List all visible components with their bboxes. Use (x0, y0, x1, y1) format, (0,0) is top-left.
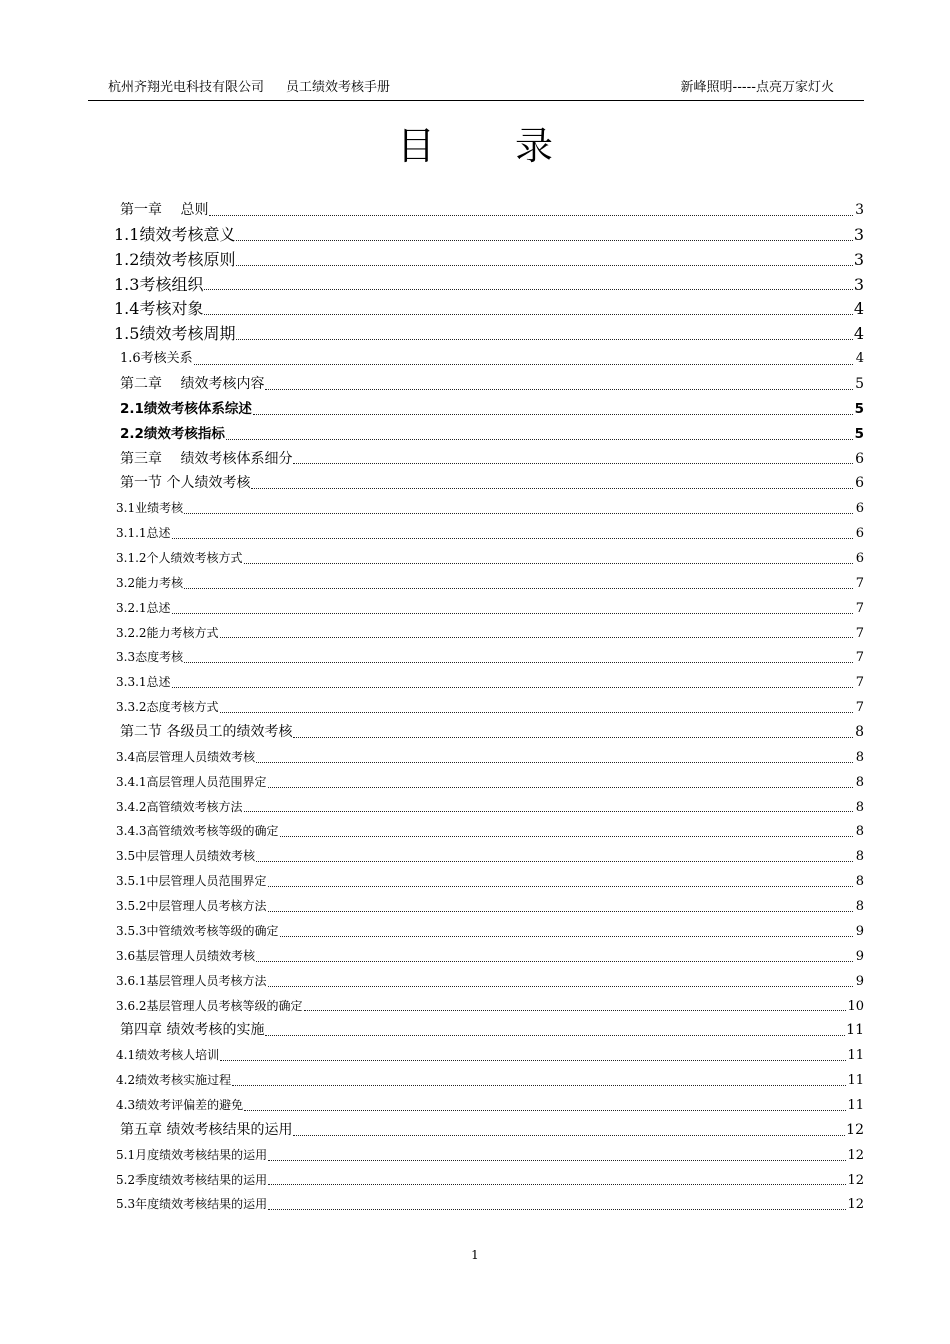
toc-leader-dots (265, 389, 853, 390)
toc-entry-label: 4.1绩效考核人培训 (116, 1048, 220, 1063)
toc-entry-label: 2.1绩效考核体系综述 (120, 400, 252, 417)
toc-leader-dots (194, 364, 853, 365)
toc-entry-page: 6 (855, 450, 864, 467)
toc-leader-dots (204, 289, 852, 290)
toc-entry-label: 3.4.1高层管理人员范围界定 (116, 774, 267, 789)
toc-leader-dots (256, 861, 853, 862)
toc-entry[interactable] (114, 496, 864, 521)
toc-entry-page: 3 (853, 249, 864, 269)
toc-entry-page: 6 (855, 526, 864, 542)
header-left (108, 76, 390, 95)
toc-entry-page: 4 (853, 324, 864, 344)
toc-entry-page: 8 (855, 749, 864, 765)
header-company: 杭州齐翔光电科技有限公司 (108, 80, 265, 95)
toc-entry-page: 5 (855, 376, 864, 393)
toc-entry-label: 1.6考核关系 (120, 351, 193, 367)
toc-entry[interactable] (114, 670, 864, 695)
toc-leader-dots (244, 1110, 846, 1111)
toc-entry-page: 8 (855, 724, 864, 741)
toc-entry-label: 1.5绩效考核周期 (114, 324, 236, 344)
toc-leader-dots (268, 986, 853, 987)
toc-leader-dots (265, 1035, 845, 1036)
toc-leader-dots (204, 314, 852, 315)
toc-entry[interactable] (114, 273, 864, 298)
toc-entry[interactable] (114, 695, 864, 720)
toc-entry-page: 7 (855, 700, 864, 716)
toc-entry[interactable] (114, 571, 864, 596)
toc-leader-dots (280, 836, 853, 837)
toc-entry[interactable] (114, 471, 864, 496)
toc-entry-label: 3.2.2能力考核方式 (116, 625, 219, 640)
toc-leader-dots (184, 662, 853, 663)
toc-entry[interactable] (114, 969, 864, 994)
toc-leader-dots (256, 961, 853, 962)
toc-entry[interactable] (114, 894, 864, 919)
toc-entry-label: 3.1.2个人绩效考核方式 (116, 551, 243, 566)
toc-entry-page: 11 (847, 1048, 864, 1064)
toc-entry-page: 8 (855, 874, 864, 890)
toc-entry-label: 3.1业绩考核 (116, 501, 184, 516)
toc-entry-label: 1.4考核对象 (114, 299, 204, 319)
toc-entry-page: 11 (847, 1097, 864, 1113)
toc-entry-page: 3 (853, 274, 864, 294)
toc-entry-page: 8 (855, 799, 864, 815)
page-header (88, 72, 864, 101)
toc-entry[interactable] (114, 223, 864, 248)
toc-entry[interactable] (114, 198, 864, 223)
toc-entry-page: 11 (846, 1022, 864, 1039)
toc-leader-dots (268, 886, 853, 887)
toc-entry-label: 3.3态度考核 (116, 650, 184, 665)
toc-entry[interactable] (114, 1068, 864, 1093)
toc-entry[interactable] (114, 546, 864, 571)
toc-entry-page: 7 (855, 675, 864, 691)
toc-leader-dots (293, 737, 853, 738)
toc-entry[interactable] (114, 1043, 864, 1068)
toc-entry[interactable] (114, 621, 864, 646)
toc-entry-label: 4.3绩效考评偏差的避免 (116, 1097, 244, 1112)
toc-entry-label: 5.2季度绩效考核结果的运用 (116, 1172, 268, 1187)
toc-entry-label: 3.4.2高管绩效考核方法 (116, 799, 243, 814)
toc-entry-label: 3.4高层管理人员绩效考核 (116, 749, 256, 764)
toc-entry-label: 3.5.2中层管理人员考核方法 (116, 899, 267, 914)
toc-leader-dots (220, 712, 853, 713)
toc-entry-label: 3.2.1总述 (116, 600, 171, 615)
toc-entry-page: 9 (855, 923, 864, 939)
toc-entry[interactable] (114, 521, 864, 546)
toc-entry-label: 第五章 绩效考核结果的运用 (120, 1121, 293, 1138)
toc-leader-dots (172, 613, 853, 614)
toc-entry[interactable] (114, 745, 864, 770)
toc-entry-page: 7 (855, 575, 864, 591)
toc-entry[interactable] (114, 994, 864, 1019)
toc-entry-page: 9 (855, 973, 864, 989)
toc-entry[interactable] (114, 596, 864, 621)
toc-leader-dots (209, 215, 853, 216)
toc-entry-page: 3 (855, 202, 864, 218)
toc-leader-dots (268, 787, 853, 788)
toc-leader-dots (268, 1209, 846, 1210)
toc-entry-label: 1.3考核组织 (114, 274, 204, 294)
toc-entry[interactable] (114, 297, 864, 322)
toc-entry-label: 第一节 个人绩效考核 (120, 475, 251, 492)
page-title: 目录 (396, 124, 633, 168)
toc-entry[interactable] (114, 1093, 864, 1118)
toc-entry-label: 3.3.2态度考核方式 (116, 700, 219, 715)
toc-entry-page: 12 (847, 1172, 864, 1188)
toc-entry-label: 第三章 绩效考核体系细分 (120, 450, 293, 467)
toc-entry-page: 11 (847, 1073, 864, 1089)
header-slogan: 新峰照明-----点亮万家灯火 (680, 80, 834, 95)
toc-entry-page: 6 (855, 501, 864, 517)
toc-entry-page: 6 (855, 475, 864, 492)
toc-leader-dots (244, 811, 853, 812)
toc-leader-dots (256, 762, 853, 763)
toc-leader-dots (251, 488, 853, 489)
toc-entry[interactable] (114, 1118, 864, 1143)
toc-entry-label: 第二章 绩效考核内容 (120, 376, 265, 393)
toc-entry-label: 5.3年度绩效考核结果的运用 (116, 1197, 268, 1212)
toc-entry-label: 3.5.1中层管理人员范围界定 (116, 874, 267, 889)
toc-entry[interactable] (114, 844, 864, 869)
toc-entry[interactable] (114, 1168, 864, 1193)
toc-entry-label: 3.5.3中管绩效考核等级的确定 (116, 923, 279, 938)
toc-entry[interactable] (114, 795, 864, 820)
toc-entry-page: 4 (855, 351, 864, 367)
toc-entry-label: 第二节 各级员工的绩效考核 (120, 724, 293, 741)
toc-leader-dots (253, 414, 853, 415)
toc-leader-dots (220, 637, 853, 638)
toc-entry[interactable] (114, 720, 864, 745)
toc-entry[interactable] (114, 397, 864, 422)
toc-entry-page: 9 (855, 948, 864, 964)
toc-entry[interactable] (114, 248, 864, 273)
toc-leader-dots (304, 1010, 847, 1011)
toc-leader-dots (244, 563, 853, 564)
toc-entry-label: 3.2能力考核 (116, 575, 184, 590)
toc-leader-dots (226, 439, 853, 440)
toc-leader-dots (232, 1085, 846, 1086)
toc-entry-page: 8 (855, 899, 864, 915)
toc-leader-dots (184, 588, 853, 589)
toc-entry[interactable] (114, 1143, 864, 1168)
toc-entry-page: 3 (853, 224, 864, 244)
toc-entry[interactable] (114, 372, 864, 397)
page-number: 1 (471, 1248, 479, 1262)
toc-entry-label: 1.2绩效考核原则 (114, 249, 236, 269)
toc-entry-page: 12 (847, 1197, 864, 1213)
toc-entry-page: 8 (855, 849, 864, 865)
toc-entry-page: 7 (855, 600, 864, 616)
toc-entry-page: 8 (855, 824, 864, 840)
toc-entry[interactable] (114, 770, 864, 795)
toc-leader-dots (172, 687, 853, 688)
toc-entry-label: 第一章 总则 (120, 202, 209, 218)
toc-entry-page: 12 (846, 1121, 864, 1138)
toc-entry[interactable] (114, 919, 864, 944)
toc-entry-label: 3.6.1基层管理人员考核方法 (116, 973, 267, 988)
toc-entry[interactable] (114, 819, 864, 844)
toc-entry-page: 6 (855, 551, 864, 567)
toc-entry-label: 3.6.2基层管理人员考核等级的确定 (116, 998, 303, 1013)
toc-leader-dots (236, 240, 852, 241)
toc-entry[interactable] (114, 645, 864, 670)
toc-entry-page: 4 (853, 299, 864, 319)
toc-leader-dots (236, 339, 852, 340)
toc-entry-page: 7 (855, 625, 864, 641)
toc-entry-label: 3.4.3高管绩效考核等级的确定 (116, 824, 279, 839)
toc-leader-dots (268, 1184, 846, 1185)
toc-leader-dots (172, 538, 853, 539)
toc-leader-dots (293, 463, 853, 464)
toc-entry[interactable] (114, 322, 864, 347)
header-doc-title: 员工绩效考核手册 (286, 80, 391, 95)
toc-leader-dots (184, 513, 853, 514)
toc-entry-label: 3.5中层管理人员绩效考核 (116, 849, 256, 864)
toc-entry-page: 12 (847, 1147, 864, 1163)
toc-entry-page: 7 (855, 650, 864, 666)
toc-entry-page: 5 (854, 425, 864, 442)
toc-entry-label: 4.2绩效考核实施过程 (116, 1073, 232, 1088)
toc-leader-dots (220, 1060, 846, 1061)
toc-entry-label: 3.3.1总述 (116, 675, 171, 690)
toc-entry-label: 2.2绩效考核指标 (120, 425, 225, 442)
toc-entry[interactable] (114, 944, 864, 969)
toc-entry-label: 3.6基层管理人员绩效考核 (116, 948, 256, 963)
toc-entry-label: 第四章 绩效考核的实施 (120, 1022, 265, 1039)
toc-entry[interactable] (114, 1018, 864, 1043)
toc-entry-page: 5 (854, 400, 864, 417)
toc-leader-dots (268, 1160, 846, 1161)
toc-entry-label: 3.1.1总述 (116, 526, 171, 541)
toc-entry-label: 1.1绩效考核意义 (114, 224, 236, 244)
toc-leader-dots (236, 265, 852, 266)
toc-entry[interactable] (114, 869, 864, 894)
toc-entry-page: 10 (847, 998, 864, 1014)
toc-leader-dots (268, 911, 853, 912)
toc-entry-page: 8 (855, 774, 864, 790)
toc-entry[interactable] (114, 447, 864, 472)
table-of-contents (114, 198, 864, 1217)
toc-entry-label: 5.1月度绩效考核结果的运用 (116, 1147, 268, 1162)
toc-entry[interactable] (114, 422, 864, 447)
toc-entry[interactable] (114, 1192, 864, 1217)
toc-leader-dots (280, 936, 853, 937)
toc-entry[interactable] (114, 347, 864, 372)
toc-leader-dots (293, 1135, 845, 1136)
